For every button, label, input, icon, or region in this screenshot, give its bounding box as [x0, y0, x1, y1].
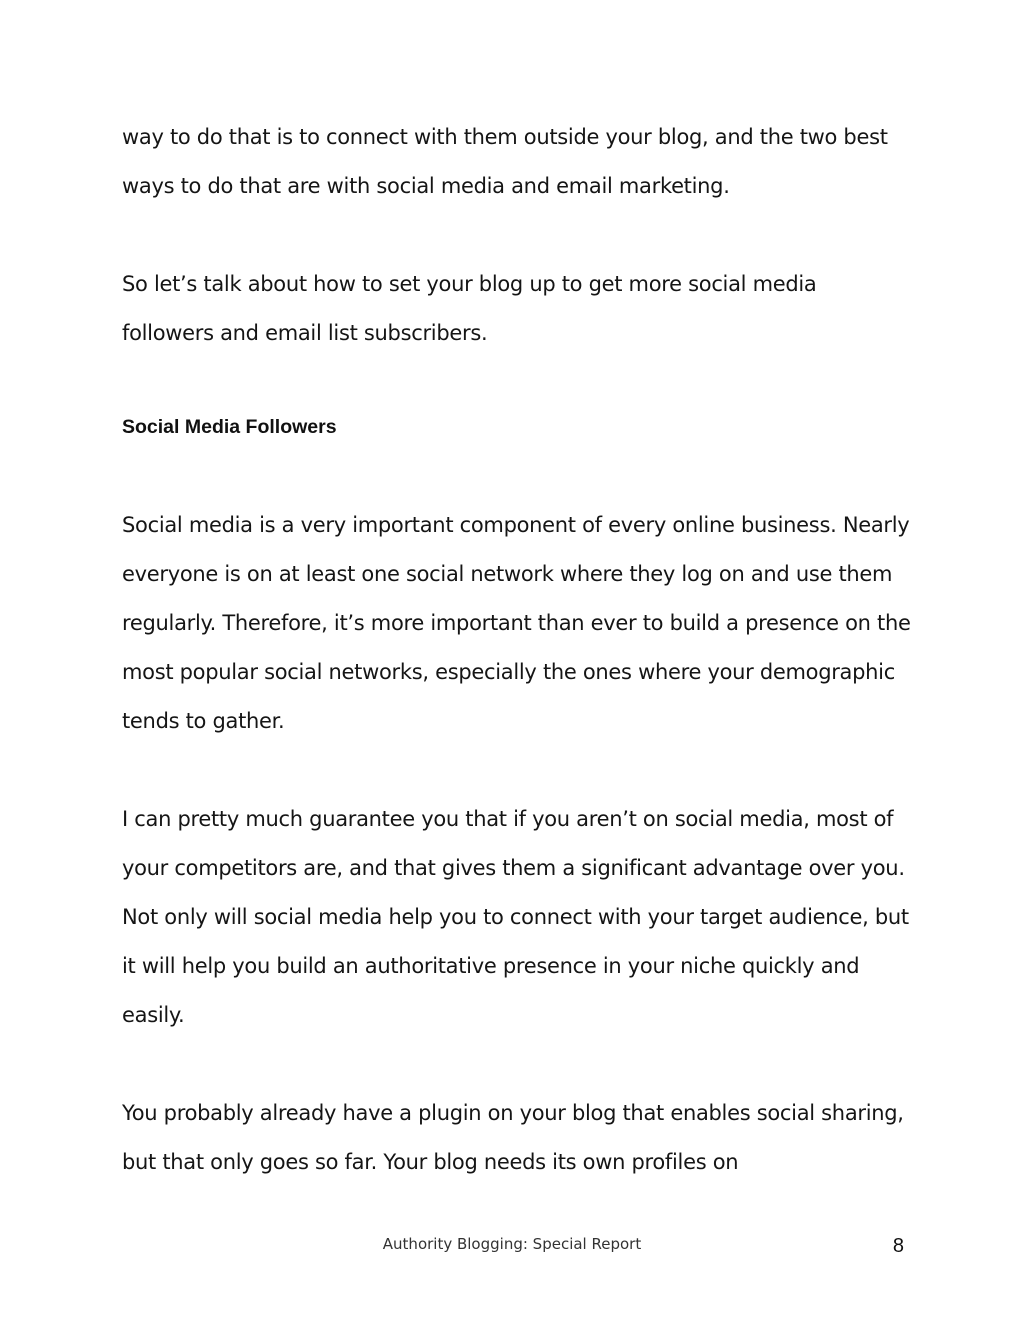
paragraph-competitors: I can pretty much guarantee you that if you aren’t on social media, most of your competitors are, and that gives them a significant advantage over you. Not only will social media help you to connect with your target audience, but it will help you build an authoritative presence in your niche quickly and easily.	[122, 807, 909, 1027]
page-content	[122, 113, 912, 1236]
paragraph-intro-continued: way to do that is to connect with them outside your blog, and the two best ways to do that are with social media and email marketing.	[122, 125, 888, 198]
section-heading: Social Media Followers	[122, 416, 337, 438]
footer-title: Authority Blogging: Special Report	[382, 1235, 642, 1253]
paragraph-lets-talk: So let’s talk about how to set your blog up to get more social media followers and email list subscribers.	[122, 272, 817, 345]
page-number: 8	[892, 1235, 904, 1257]
paragraph-sharing-plugin: You probably already have a plugin on your blog that enables social sharing, but that only goes so far. Your blog needs its own profiles on	[122, 1101, 904, 1174]
paragraph-social-media-importance: Social media is a very important component of every online business. Nearly everyone is on at least one social network where they log on and use them regularly. Therefore, it’s more important than ever to build a presence on the most popular social networks, especially the ones where your demographic tends to gather.	[122, 513, 911, 733]
